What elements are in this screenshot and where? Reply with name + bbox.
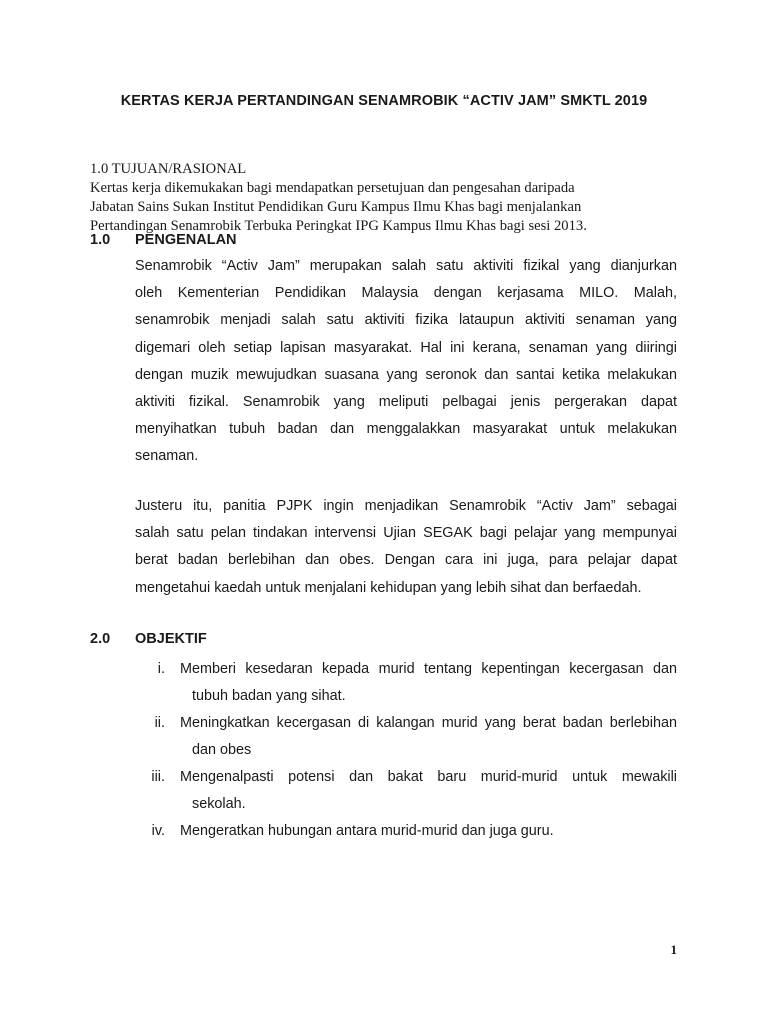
pengenalan-paragraph-1 bbox=[135, 253, 677, 471]
paragraph-line: Senamrobik “Activ Jam” merupakan salah satu aktiviti fizikal yang dianjurkan bbox=[135, 258, 677, 274]
document-title: KERTAS KERJA PERTANDINGAN SENAMROBIK “ACTIV JAM” SMKTL 2019 bbox=[120, 93, 648, 109]
rasional-line: Jabatan Sains Sukan Institut Pendidikan Guru Kampus Ilmu Khas bagi menjalankan bbox=[90, 199, 582, 215]
list-marker: iv. bbox=[151, 823, 165, 839]
list-item bbox=[135, 656, 677, 710]
rasional-line: Kertas kerja dikemukakan bagi mendapatkan persetujuan dan pengesahan daripada bbox=[90, 180, 575, 196]
list-item-line: Mengeratkan hubungan antara murid-murid dan juga guru. bbox=[180, 823, 554, 839]
paragraph-line: menyihatkan tubuh badan dan menggalakkan masyarakat untuk melakukan bbox=[135, 421, 677, 438]
paragraph-line: Justeru itu, panitia PJPK ingin menjadikan Senamrobik “Activ Jam” sebagai bbox=[135, 498, 677, 514]
list-item-line: Meningkatkan kecergasan di kalangan murid yang berat badan berlebihan bbox=[180, 715, 677, 731]
section-number: 1.0 bbox=[90, 232, 111, 248]
paragraph-line: dengan muzik mewujudkan suasana yang seronok dan santai ketika melakukan bbox=[135, 366, 677, 383]
list-marker: i. bbox=[157, 661, 165, 677]
list-item-line: tubuh badan yang sihat. bbox=[192, 688, 346, 704]
list-item bbox=[135, 818, 677, 845]
list-item-line: Memberi kesedaran kepada murid tentang kepentingan kecergasan dan bbox=[180, 661, 677, 677]
objektif-heading bbox=[90, 631, 207, 647]
pengenalan-heading bbox=[90, 232, 237, 248]
paragraph-line: senamrobik menjadi salah satu aktiviti fizika lataupun aktiviti senaman yang bbox=[135, 312, 677, 329]
list-marker: ii. bbox=[154, 715, 165, 731]
paragraph-line: aktiviti fizikal. Senamrobik yang meliputi pelbagai jenis pergerakan dapat bbox=[135, 393, 677, 410]
section-number: 2.0 bbox=[90, 631, 111, 647]
rasional-heading: 1.0 TUJUAN/RASIONAL bbox=[90, 161, 247, 177]
rasional-section bbox=[90, 160, 650, 236]
list-item bbox=[135, 710, 677, 764]
page-number: 1 bbox=[670, 942, 677, 957]
list-item-line: Mengenalpasti potensi dan bakat baru murid-murid untuk mewakili bbox=[180, 769, 677, 785]
section-title: PENGENALAN bbox=[135, 232, 237, 248]
list-item bbox=[135, 764, 677, 818]
list-item-line: sekolah. bbox=[192, 796, 246, 812]
pengenalan-paragraph-2 bbox=[135, 493, 677, 602]
paragraph-line: oleh Kementerian Pendidikan Malaysia dengan kerjasama MILO. Malah, bbox=[135, 285, 677, 302]
list-marker: iii. bbox=[151, 769, 165, 785]
list-item-line: dan obes bbox=[192, 742, 252, 758]
rasional-line: Pertandingan Senamrobik Terbuka Peringkat IPG Kampus Ilmu Khas bagi sesi 2013. bbox=[90, 218, 587, 234]
paragraph-line: mengetahui kaedah untuk menjalani kehidupan yang lebih sihat dan berfaedah. bbox=[135, 579, 642, 596]
paragraph-line: salah satu pelan tindakan intervensi Ujian SEGAK bagi pelajar yang mempunyai bbox=[135, 525, 677, 542]
paragraph-line: berat badan berlebihan dan obes. Dengan cara ini juga, para pelajar dapat bbox=[135, 552, 677, 569]
paragraph-line: digemari oleh setiap lapisan masyarakat. Hal ini kerana, senaman yang diiringi bbox=[135, 339, 677, 356]
paragraph-line: senaman. bbox=[135, 448, 199, 465]
section-title: OBJEKTIF bbox=[135, 631, 207, 647]
objektif-list bbox=[135, 656, 677, 845]
